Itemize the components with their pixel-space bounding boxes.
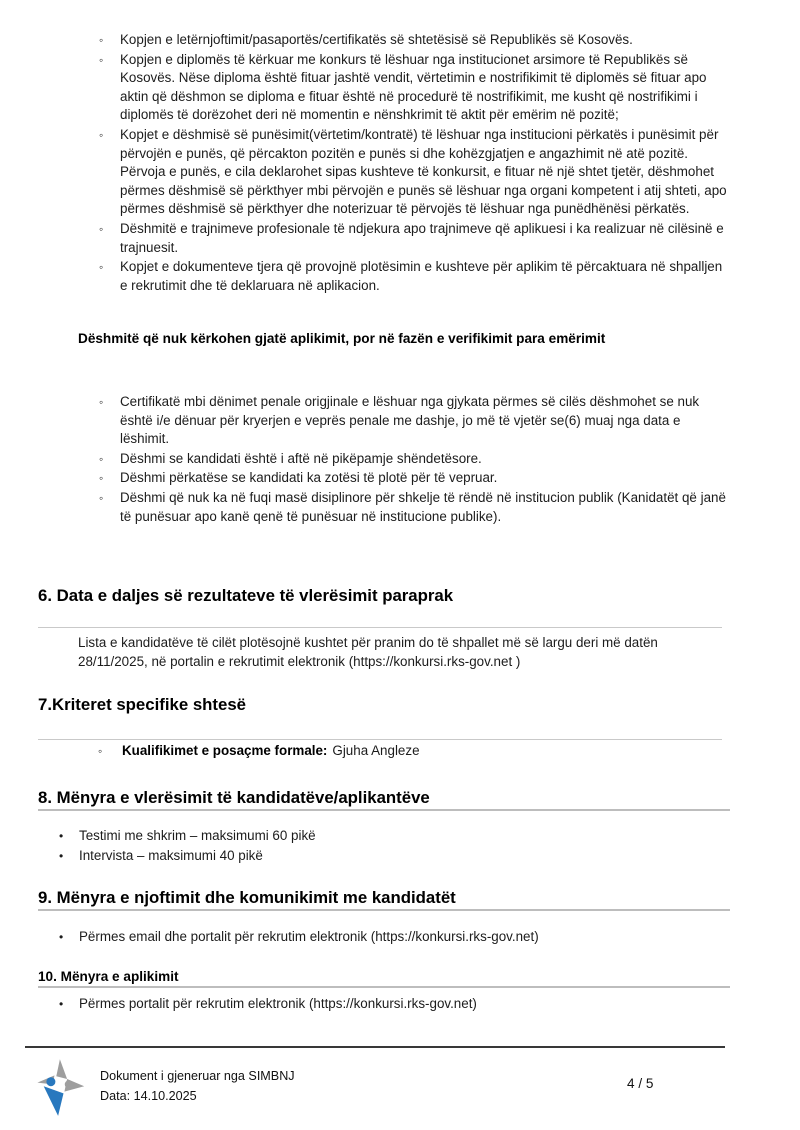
application-documents-list [96,31,728,296]
section-7-title: 7.Kriteret specifike shtesë [38,695,247,714]
section-10-title: 10. Mënyra e aplikimit [38,969,179,984]
section-6-body: Lista e kandidatëve të cilët plotësojnë kushtet për pranim do të shpallet më së largu deri më datën 28/11/2025, në portalin e rekrutimit elektronik (https://konkursi.rks-gov.net ) [78,635,658,670]
footer-divider [25,1046,725,1048]
list-item: • Testimi me shkrim – maksimumi 60 pikë [55,827,695,846]
section-divider [38,986,730,988]
generated-date-text: Data: 14.10.2025 [100,1089,197,1103]
section-9-title: 9. Mënyra e njoftimit dhe komunikimit me kandidatët [38,888,456,907]
verification-subheading: Dëshmitë që nuk kërkohen gjatë aplikimit, por në fazën e verifikimit para emërimit [78,331,606,346]
circle-bullet-marker: ◦ [98,744,103,758]
footer-text [100,1066,295,1106]
list-item: ◦ Dëshmi që nuk ka në fuqi masë disiplinore për shkelje të rëndë në institucion publik (Kanidatët që janë të punësuar apo kanë qenë të punësuar në institucione publike). [96,489,728,526]
section-8-title: 8. Mënyra e vlerësimit të kandidatëve/aplikantëve [38,788,430,807]
section-6-title: 6. Data e daljes së rezultateve të vlerësimit paraprak [38,586,454,605]
page-number: 4 / 5 [627,1076,654,1091]
list-item: • Përmes portalit për rekrutim elektronik (https://konkursi.rks-gov.net) [55,995,695,1014]
evaluation-method-list [55,827,695,866]
simbnj-logo-icon [32,1058,86,1118]
section-divider [38,809,730,811]
section-divider [38,909,730,911]
list-item: ◦ Kopjet e dëshmisë së punësimit(vërtetim/kontratë) të lëshuar nga institucioni përkatës i punësimit për përvojën e punës, që përcakton pozitën e punës si dhe kohëzgjatjen e angazhimit në atë pozitë. Përvoja e punës, e cila deklarohet sipas kushteve të konkursit, e fituar në një shtet tjetër, dëshmohet përmes dëshmisë së përkthyer mbi përvojën e punës së lëshuar nga organi kompetent i atij shteti, apo përmes dëshmisë së përkthyer dhe noterizuar të përvojës të lëshuar nga punëdhënësi përkatës. [96,126,728,219]
notification-method-list [55,928,695,948]
list-item: ◦ Kopjen e letërnjoftimit/pasaportës/certifikatës së shtetësisë së Republikës së Kosovës. [96,31,728,50]
list-item: ◦ Dëshmi se kandidati është i aftë në pikëpamje shëndetësore. [96,450,728,469]
section-divider [38,739,722,740]
section-7-item [98,743,420,758]
list-item: ◦ Certifikatë mbi dënimet penale origjinale e lëshuar nga gjykata përmes së cilës dëshmohet se nuk është i/e dënuar për kryerjen e veprës penale me dashje, jo më të vjetër se(6) muaj nga data e lëshimit. [96,393,728,449]
generated-by-text: Dokument i gjeneruar nga SIMBNJ [100,1069,295,1083]
list-item: • Intervista – maksimumi 40 pikë [55,847,695,866]
application-method-list [55,995,695,1015]
qualification-value: Gjuha Angleze [332,743,420,758]
list-item: ◦ Kopjet e dokumenteve tjera që provojnë plotësimin e kushteve për aplikim të përcaktuara në shpalljen e rekrutimit dhe të deklaruara në aplikacion. [96,258,728,295]
section-divider [38,627,722,628]
verification-documents-list [96,393,728,527]
list-item: ◦ Dëshmi përkatëse se kandidati ka zotësi të plotë për të vepruar. [96,469,728,488]
qualification-label: Kualifikimet e posaçme formale: [122,743,328,758]
list-item: ◦ Dëshmitë e trajnimeve profesionale të ndjekura apo trajnimeve që aplikuesi i ka realizuar në cilësinë e trajnuesit. [96,220,728,257]
list-item: ◦ Kopjen e diplomës të kërkuar me konkurs të lëshuar nga institucionet arsimore të Republikës së Kosovës. Nëse diploma është fituar jashtë vendit, vërtetimin e nostrifikimit të diplomës së fituar apo aktin që dëshmon se diploma e fituar është në procedurë të nostrifikimit, me kusht që nostrifikimi i diplomës të dorëzohet deri në momentin e nënshkrimit të aktit për emërim në pozitë; [96,51,728,125]
list-item: • Përmes email dhe portalit për rekrutim elektronik (https://konkursi.rks-gov.net) [55,928,695,947]
